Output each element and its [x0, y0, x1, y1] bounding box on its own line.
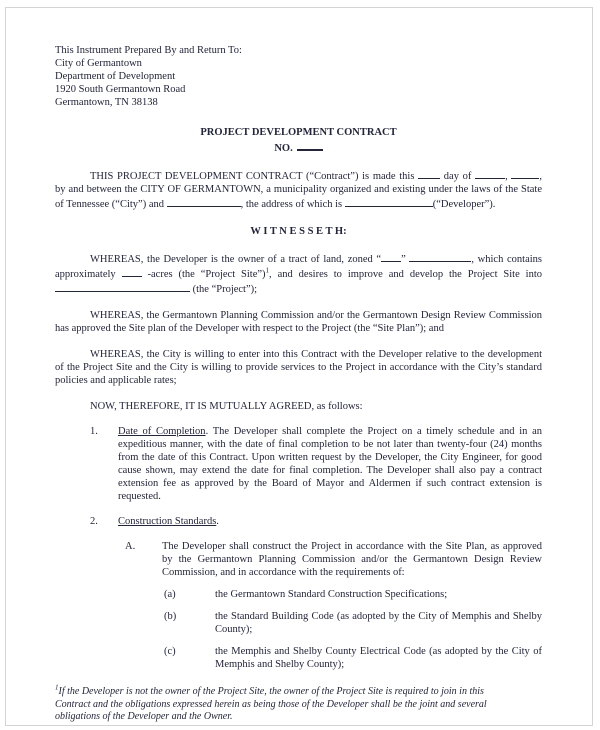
day-blank	[418, 168, 440, 179]
contract-page	[5, 7, 593, 726]
text-run: ”	[401, 254, 410, 265]
list-marker: (a)	[164, 589, 176, 600]
text-run: day of	[440, 171, 476, 182]
text-run: WHEREAS, the Developer is the owner of a tract of land, zoned “	[90, 254, 382, 265]
list-number: 2.	[90, 516, 98, 527]
text-run: (“Developer”).	[432, 199, 496, 210]
acreage-blank	[122, 266, 142, 277]
list-item-body	[118, 515, 542, 528]
section-heading: Construction Standards	[118, 516, 217, 527]
year-blank	[511, 168, 539, 179]
text-run: .	[216, 516, 219, 527]
sub-item-a	[55, 588, 542, 601]
footnote-number: 1	[55, 683, 59, 692]
project-description-blank	[55, 281, 190, 292]
whereas-paragraph-3: WHEREAS, the City is willing to enter into this Contract with the Developer relative to the development of the Project Site and the City is willing to provide services to the Project in accordance with the City’s standard policies and applicable rates;	[55, 349, 542, 386]
prepared-by-line: This Instrument Prepared By and Return To:	[55, 45, 242, 56]
prepared-by-line: City of Germantown	[55, 58, 142, 69]
sub-item-A	[55, 540, 542, 579]
text-run: . The Developer shall complete the Project on a timely schedule and in an expeditious manner, with the date of final completion to be not later than twenty-four (24) months from the date of this Contract. Upon written request by the Developer, the City Engineer, for good cause shown, may extend the date for final completion. The Developer shall also pay a contract extension fee as approved by the Board of Mayor and Aldermen if such contract extension is requested.	[118, 426, 542, 502]
sub-item-c	[55, 645, 542, 671]
zoning-code-blank	[381, 251, 401, 262]
text-run: , which contains approximately	[55, 254, 542, 280]
developer-name-blank	[167, 196, 241, 207]
text-run: -acres (the “Project Site”)	[141, 269, 266, 280]
sub-item-body: the Memphis and Shelby County Electrical Code (as adopted by the City of Memphis and Shelby County);	[215, 646, 542, 670]
whereas-paragraph-1	[55, 251, 542, 296]
month-blank	[475, 168, 505, 179]
text-run: ,	[505, 171, 512, 182]
sub-item-body: the Standard Building Code (as adopted by the City of Memphis and Shelby County);	[215, 611, 542, 635]
intro-paragraph	[55, 168, 542, 211]
sub-item-body: The Developer shall construct the Project in accordance with the Site Plan, as approved by the Germantown Planning Commission and/or the Germantown Design Review Commission, and in accordance with the requirements of:	[162, 541, 542, 578]
text-run: , the address of which is	[240, 199, 345, 210]
zoning-description-blank	[409, 251, 471, 262]
list-item-2	[55, 515, 542, 528]
text-run: (the “Project”);	[190, 284, 258, 295]
list-letter: A.	[125, 541, 136, 552]
contract-number-blank	[297, 139, 323, 151]
witnesseth-heading: W I T N E S S E T H:	[250, 226, 347, 237]
sub-item-body: the Germantown Standard Construction Specifications;	[215, 589, 448, 600]
prepared-by-line: Germantown, TN 38138	[55, 97, 158, 108]
sub-item-b	[55, 610, 542, 636]
footnote	[55, 683, 502, 724]
document-title: PROJECT DEVELOPMENT CONTRACT	[200, 127, 397, 138]
list-item-body	[118, 425, 542, 503]
list-number: 1.	[90, 426, 98, 437]
whereas-paragraph-2: WHEREAS, the Germantown Planning Commission and/or the Germantown Design Review Commission has approved the Site plan of the Developer with respect to the Project (the “Site Plan”); and	[55, 310, 542, 334]
text-run: THIS PROJECT DEVELOPMENT CONTRACT (“Contract”) is made this	[90, 171, 419, 182]
prepared-by-line: 1920 South Germantown Road	[55, 84, 186, 95]
developer-address-blank	[345, 196, 433, 207]
list-item-1	[55, 425, 542, 503]
no-label: NO.	[274, 143, 293, 154]
now-therefore-line: NOW, THEREFORE, IT IS MUTUALLY AGREED, as follows:	[90, 401, 363, 412]
text-run: , and desires to improve and develop the Project Site into	[269, 269, 542, 280]
list-marker: (b)	[164, 611, 177, 622]
prepared-by-block	[55, 44, 542, 109]
section-heading: Date of Completion	[118, 426, 206, 437]
contract-number-line	[55, 139, 542, 155]
footnote-text: If the Developer is not the owner of the Project Site, the owner of the Project Site is required to join in this Contract and the obligations expressed herein as being those of the Developer shall be the joint and several obligations of the Developer and the Owner.	[55, 686, 487, 722]
list-marker: (c)	[164, 646, 176, 657]
prepared-by-line: Department of Development	[55, 71, 176, 82]
title-block	[55, 126, 542, 155]
footnote-reference: 1	[265, 266, 270, 275]
text-run: , by and between the CITY OF GERMANTOWN, a municipality organized and existing under the laws of the State of Tennessee (“City”) and	[55, 171, 542, 210]
